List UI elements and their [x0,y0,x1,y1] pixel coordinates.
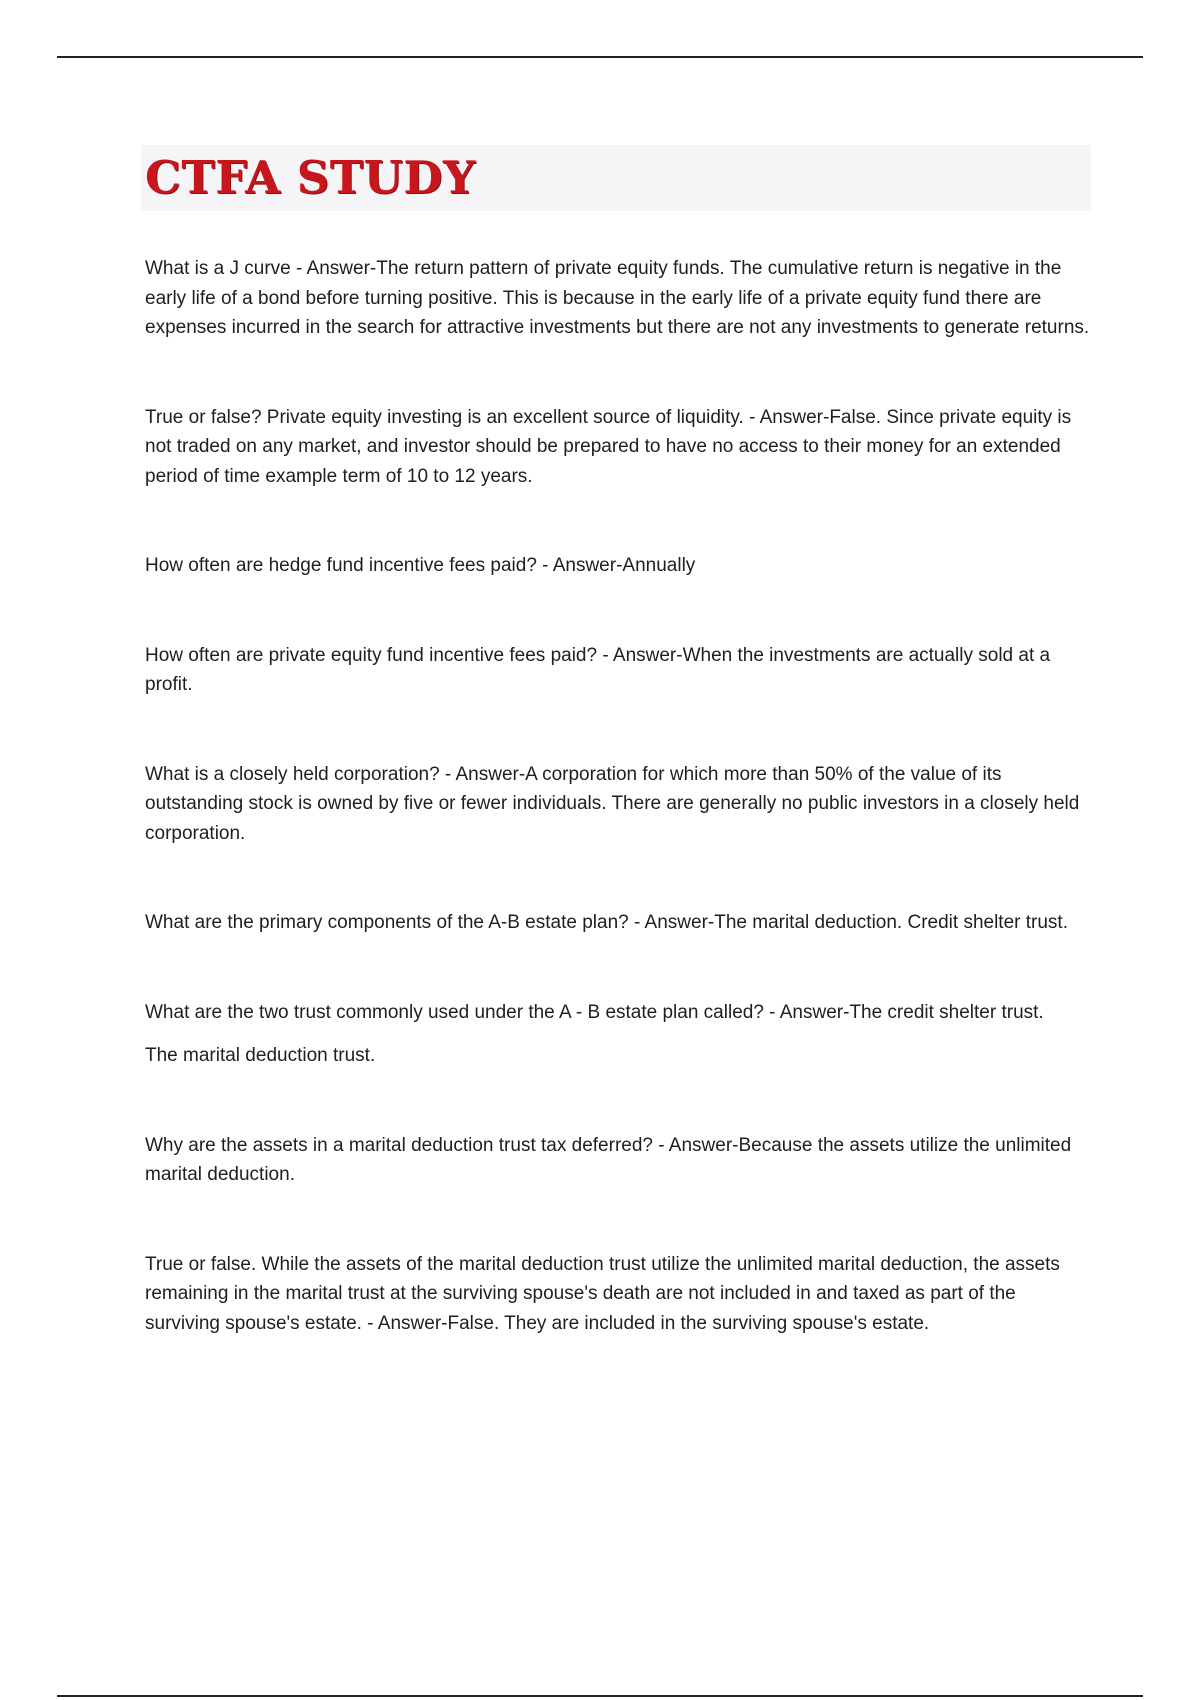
qa-text: What is a closely held corporation? - Answer-A corporation for which more than 50% of the value of its outstanding stock is owned by five or fewer individuals. There are generally no public investors in a closely held corporation. [145,763,1080,844]
top-divider [57,56,1143,58]
qa-item [145,1131,1090,1190]
qa-text: How often are private equity fund incentive fees paid? - Answer-When the investments are actually sold at a profit. [145,644,1051,695]
qa-extra-text: The marital deduction trust. [145,1045,376,1066]
qa-item [145,641,1090,700]
qa-item [145,551,1090,581]
qa-item [145,998,1090,1071]
bottom-divider [57,1695,1143,1697]
qa-text: True or false. While the assets of the marital deduction trust utilize the unlimited marital deduction, the assets remaining in the marital trust at the surviving spouse's death are not included in and taxed as part of the surviving spouse's estate. - Answer-False. They are included in the surviving spouse's estate. [145,1253,1060,1334]
qa-item [145,254,1090,343]
qa-text: What is a J curve - Answer-The return pattern of private equity funds. The cumulative return is negative in the early life of a bond before turning positive. This is because in the early life of a private equity fund there are expenses incurred in the search for attractive investments but there are not any investments to generate returns. [145,258,1090,338]
qa-text: Why are the assets in a marital deduction trust tax deferred? - Answer-Because the assets utilize the unlimited marital deduction. [145,1134,1072,1185]
qa-text: True or false? Private equity investing is an excellent source of liquidity. - Answer-False. Since private equity is not traded on any market, and investor should be prepared to have no access to their money for an extended period of time example term of 10 to 12 years. [145,406,1072,487]
qa-text: What are the primary components of the A-B estate plan? - Answer-The marital deduction. Credit shelter trust. [145,912,1068,933]
qa-item [145,908,1090,938]
title-banner [141,145,1091,211]
page-title: CTFA STUDY [145,151,476,204]
qa-item [145,760,1090,849]
qa-text: How often are hedge fund incentive fees paid? - Answer-Annually [145,555,696,576]
qa-item [145,1250,1090,1339]
qa-item [145,403,1090,492]
qa-text: What are the two trust commonly used under the A - B estate plan called? - Answer-The credit shelter trust. [145,1001,1044,1023]
qa-list [145,254,1090,1398]
